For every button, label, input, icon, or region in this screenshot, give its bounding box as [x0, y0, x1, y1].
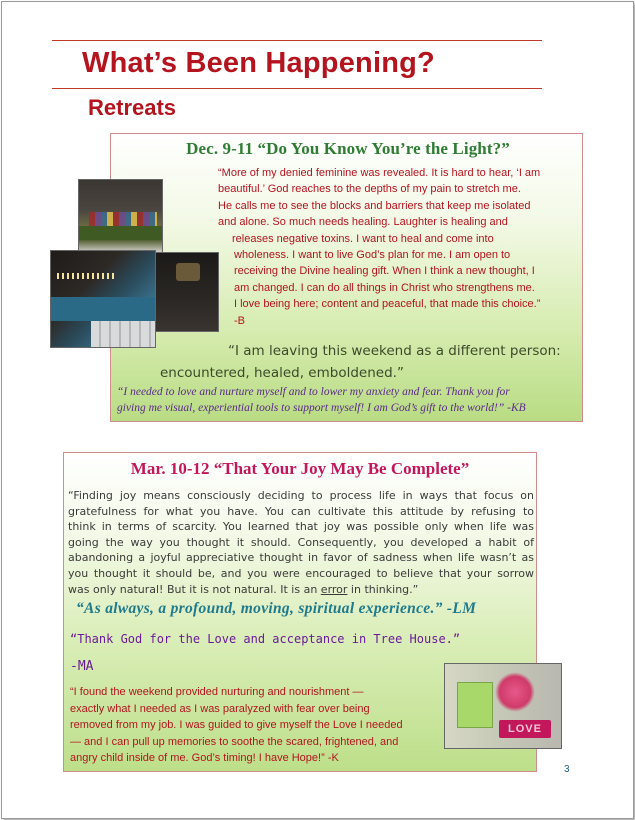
retreat-dec-heading: Dec. 9-11 “Do You Know You’re the Light?” — [186, 139, 510, 158]
quote-joy-last-line — [68, 582, 534, 598]
joy-card-shape — [457, 682, 493, 728]
quote-b-line: wholeness. I want to live God’s plan for me. I am open to — [234, 249, 511, 262]
candles-shape — [89, 212, 157, 226]
quote-b-line: receiving the Divine healing gift. When I think a new thought, I — [234, 265, 535, 278]
quote-joy-line: gratefulness for what you have. You can cultivate this attitude by refusing to — [68, 504, 534, 518]
table-shape — [51, 297, 156, 321]
quote-leaving — [160, 340, 590, 384]
header-bottom-rule — [52, 88, 542, 89]
quote-b — [218, 165, 574, 329]
quote-b-line: He calls me to see the blocks and barriers that keep me isolated — [218, 199, 531, 212]
quote-b-line: and alone. So much needs healing. Laughter is healing and — [218, 216, 508, 229]
flower-shape — [495, 672, 535, 712]
quote-leaving-line: “I am leaving this weekend as a different person: — [228, 343, 561, 359]
quote-b-line: I love being here; content and peaceful, that made this choice.” — [234, 298, 541, 311]
quote-joy-line: going the way you thought it should. Consequently, you developed a habit of — [68, 535, 534, 549]
quote-k-line: removed from my job. I was guided to give myself the Love I needed — [70, 719, 403, 732]
quote-k-line: exactly what I needed as I was paralyzed with fear over being — [70, 702, 370, 715]
page-title: What’s Been Happening? — [82, 47, 435, 79]
quote-b-line: “More of my denied feminine was revealed. It is hard to hear, ‘I am — [218, 167, 541, 179]
quote-kb-line: giving me visual, experiential tools to support myself! I am God’s gift to the world!” -KB — [117, 402, 526, 414]
quote-kb-line: “I needed to love and nurture myself and to lower my anxiety and fear. Thank you for — [117, 386, 510, 398]
quote-leaving-line: encountered, healed, emboldened.” — [160, 365, 404, 381]
glow-shape — [176, 263, 200, 281]
quote-k-line: angry child inside of me. God’s timing! I have Hope!” -K — [70, 752, 339, 765]
page-number: 3 — [564, 764, 570, 775]
retreat-table-photo — [50, 250, 156, 348]
quote-th-signature: -MA — [70, 659, 94, 674]
joy-love-photo — [444, 663, 562, 749]
section-title: Retreats — [88, 95, 177, 120]
quote-b-line: releases negative toxins. I want to heal and come into — [232, 232, 494, 245]
quote-joy — [68, 488, 534, 597]
quote-joy-line: think in terms of scarcity. You learned that joy was possible only when life was — [68, 520, 534, 534]
greenery-shape — [79, 226, 163, 240]
quote-joy-line: “Finding joy means consciously deciding to process life in ways that focus on — [68, 489, 534, 502]
quote-b-line: am changed. I can do all things in Christ who strengthens me. — [234, 281, 535, 294]
header-top-rule — [52, 40, 542, 41]
quote-k-line: — and I can pull up memories to soothe the scared, frightened, and — [70, 735, 399, 748]
quote-k-line: “I found the weekend provided nurturing and nourishment — — [70, 686, 364, 698]
quote-b-signature: -B — [234, 314, 245, 327]
retreat-mar-heading: Mar. 10-12 “That Your Joy May Be Complete” — [130, 459, 470, 478]
quote-joy-error-word: error — [320, 582, 348, 596]
quote-kb — [117, 384, 582, 416]
retreat-dark-photo — [155, 252, 219, 332]
quote-joy-line: abandoning a joyful appreciative thought in favor of sadness when life wasn’t as — [68, 551, 534, 565]
string-lights-shape — [57, 273, 117, 279]
quote-joy-text: was only natural! But it is not natural. It is an — [68, 582, 321, 596]
quote-lm: “As always, a profound, moving, spiritual experience.” -LM — [76, 600, 477, 617]
quote-th: “Thank God for the Love and acceptance in Tree House.” — [70, 632, 461, 646]
quote-joy-line: you thought it should be, and you were encouraged to believe that your sorrow — [68, 566, 534, 580]
quote-k — [70, 684, 442, 767]
quote-joy-tail: in thinking.” — [347, 582, 419, 596]
chairs-shape — [91, 321, 156, 348]
love-sign: LOVE — [499, 720, 551, 738]
quote-b-line: beautiful.’ God reaches to the depths of my pain to stretch me. — [218, 183, 521, 196]
